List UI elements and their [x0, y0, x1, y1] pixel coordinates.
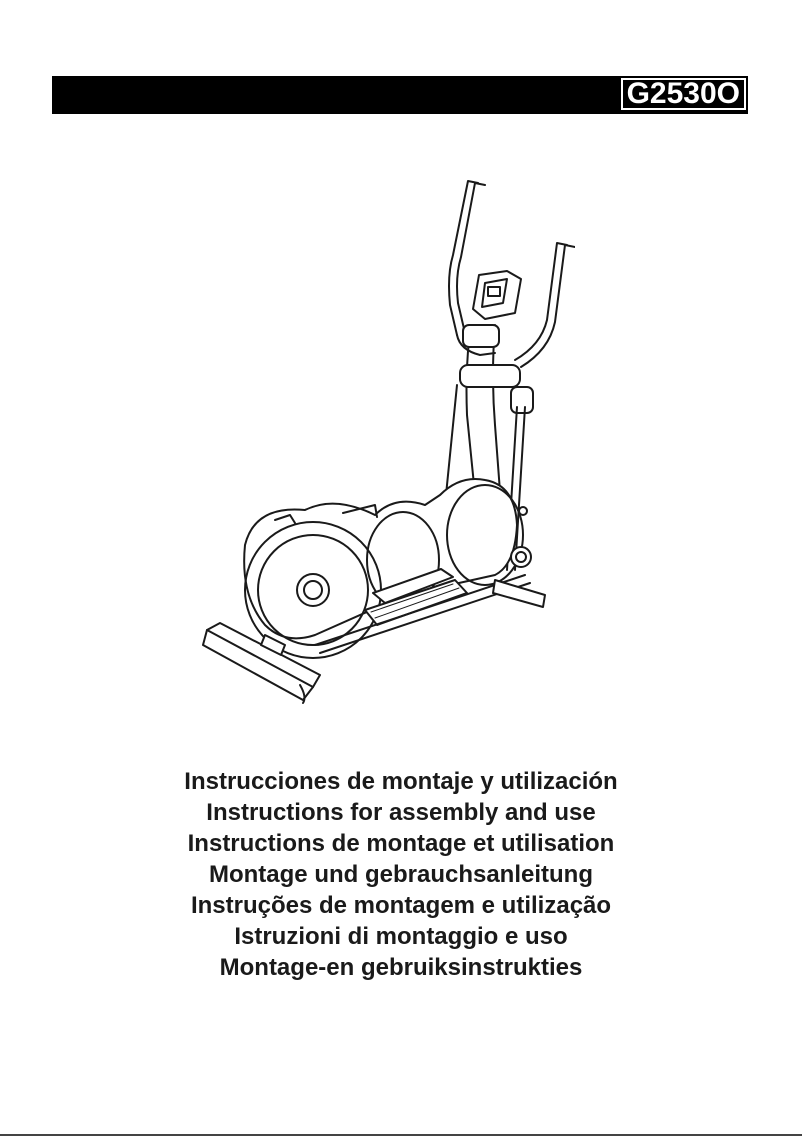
- elliptical-trainer-icon: [195, 175, 575, 715]
- title-german: Montage und gebrauchsanleitung: [208, 861, 593, 888]
- model-number: G2530O: [621, 78, 746, 110]
- title-english: Instructions for assembly and use: [206, 799, 596, 826]
- title-dutch: Montage-en gebruiksinstrukties: [219, 954, 583, 981]
- manual-titles: [0, 766, 802, 983]
- header-bar: [52, 76, 748, 114]
- title-italian: Istruzioni di montaggio e uso: [234, 923, 568, 950]
- title-spanish: Instrucciones de montaje y utilización: [184, 768, 618, 795]
- title-french: Instructions de montage et utilisation: [187, 830, 615, 857]
- title-portuguese: Instruções de montagem e utilização: [190, 892, 612, 919]
